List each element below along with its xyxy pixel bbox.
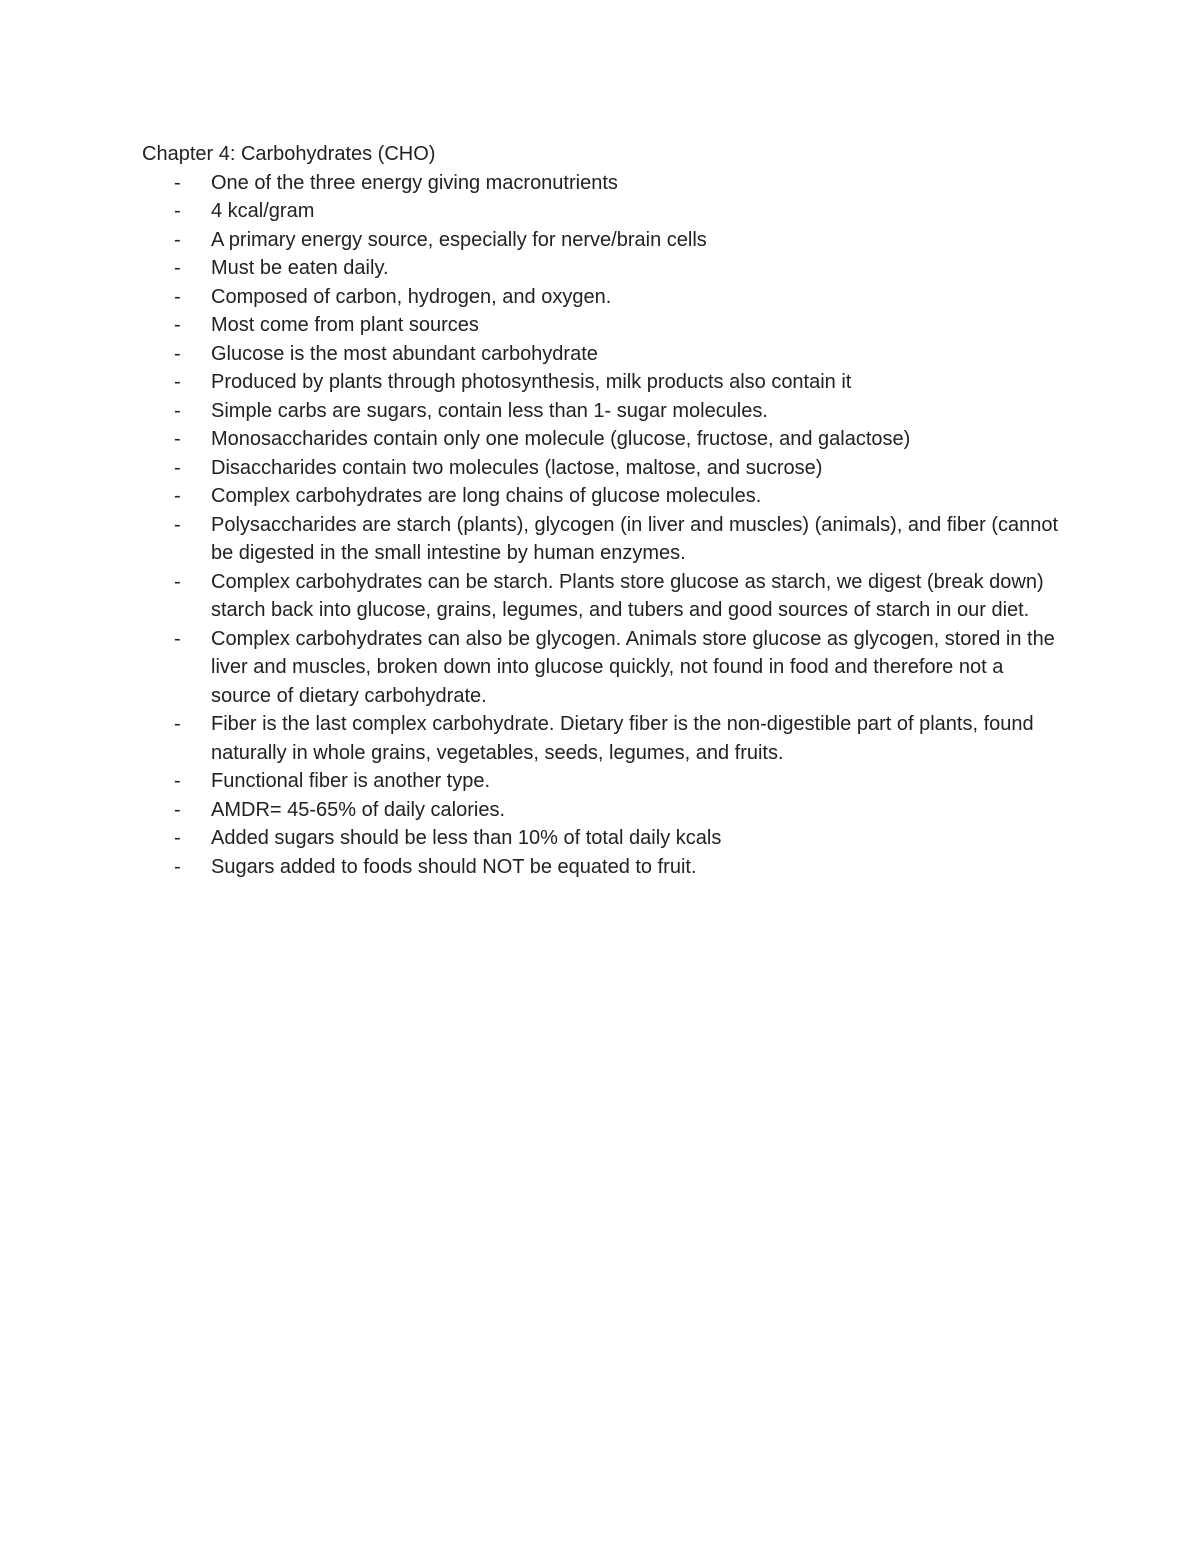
list-item [142, 853, 1062, 882]
bullet-dash: - [174, 228, 181, 251]
bullet-dash: - [174, 627, 181, 650]
list-item-text: Disaccharides contain two molecules (lactose, maltose, and sucrose) [211, 456, 823, 479]
bullet-dash: - [174, 456, 181, 479]
list-item [142, 254, 1062, 283]
list-item-text: Glucose is the most abundant carbohydrate [211, 342, 598, 365]
list-item-text: Must be eaten daily. [211, 257, 389, 279]
list-item-text: Functional fiber is another type. [211, 770, 491, 792]
document-content [142, 140, 1062, 881]
list-item-text: Added sugars should be less than 10% of total daily kcals [211, 827, 722, 849]
list-item-text: Monosaccharides contain only one molecule (glucose, fructose, and galactose) [211, 428, 911, 450]
bullet-dash: - [174, 371, 181, 393]
list-item-text: Complex carbohydrates can be starch. Plants store glucose as starch, we digest (break down) starch back into glucose, grains, legumes, and tubers and good sources of starch in our diet. [211, 570, 1044, 621]
bullet-dash: - [174, 285, 181, 308]
list-item [142, 767, 1062, 796]
list-item-text: A primary energy source, especially for nerve/brain cells [211, 228, 707, 251]
list-item [142, 511, 1062, 568]
bullet-dash: - [174, 827, 181, 849]
list-item-text: Simple carbs are sugars, contain less than 1- sugar molecules. [211, 399, 768, 422]
bullet-dash: - [174, 855, 181, 878]
list-item-text: 4 kcal/gram [211, 200, 315, 222]
list-item-text: Fiber is the last complex carbohydrate. Dietary fiber is the non-digestible part of plants, found naturally in whole grains, vegetables, seeds, legumes, and fruits. [211, 713, 1034, 764]
list-item [142, 197, 1062, 226]
list-item [142, 710, 1062, 767]
chapter-heading: Chapter 4: Carbohydrates (CHO) [142, 143, 436, 165]
list-item-text: Produced by plants through photosynthesis, milk products also contain it [211, 371, 852, 393]
bullet-dash: - [174, 713, 181, 735]
list-item-text: Polysaccharides are starch (plants), glycogen (in liver and muscles) (animals), and fiber (cannot be digested in the small intestine by human enzymes. [211, 513, 1059, 564]
list-item-text: Complex carbohydrates are long chains of glucose molecules. [211, 485, 762, 507]
bullet-dash: - [174, 798, 181, 821]
notes-list [142, 169, 1062, 882]
bullet-dash: - [174, 485, 181, 507]
list-item [142, 824, 1062, 853]
list-item [142, 283, 1062, 312]
list-item-text: Sugars added to foods should NOT be equated to fruit. [211, 855, 697, 878]
list-item [142, 340, 1062, 369]
bullet-dash: - [174, 200, 181, 222]
bullet-dash: - [174, 513, 181, 536]
list-item [142, 368, 1062, 397]
list-item-text: Complex carbohydrates can also be glycogen. Animals store glucose as glycogen, stored in the liver and muscles, broken down into glucose quickly, not found in food and therefore not a source of dietary carbohydrate. [211, 627, 1055, 707]
list-item [142, 397, 1062, 426]
list-item-text: Composed of carbon, hydrogen, and oxygen. [211, 285, 612, 308]
bullet-dash: - [174, 570, 181, 593]
bullet-dash: - [174, 399, 181, 422]
bullet-dash: - [174, 314, 181, 336]
bullet-dash: - [174, 428, 181, 450]
list-item [142, 311, 1062, 340]
bullet-dash: - [174, 171, 181, 194]
list-item [142, 482, 1062, 511]
list-item [142, 169, 1062, 198]
bullet-dash: - [174, 770, 181, 792]
list-item [142, 796, 1062, 825]
bullet-dash: - [174, 257, 181, 279]
list-item [142, 425, 1062, 454]
list-item [142, 454, 1062, 483]
list-item [142, 568, 1062, 625]
list-item-text: Most come from plant sources [211, 314, 479, 336]
list-item [142, 625, 1062, 711]
list-item [142, 226, 1062, 255]
list-item-text: AMDR= 45-65% of daily calories. [211, 798, 506, 821]
bullet-dash: - [174, 342, 181, 365]
list-item-text: One of the three energy giving macronutrients [211, 171, 618, 194]
